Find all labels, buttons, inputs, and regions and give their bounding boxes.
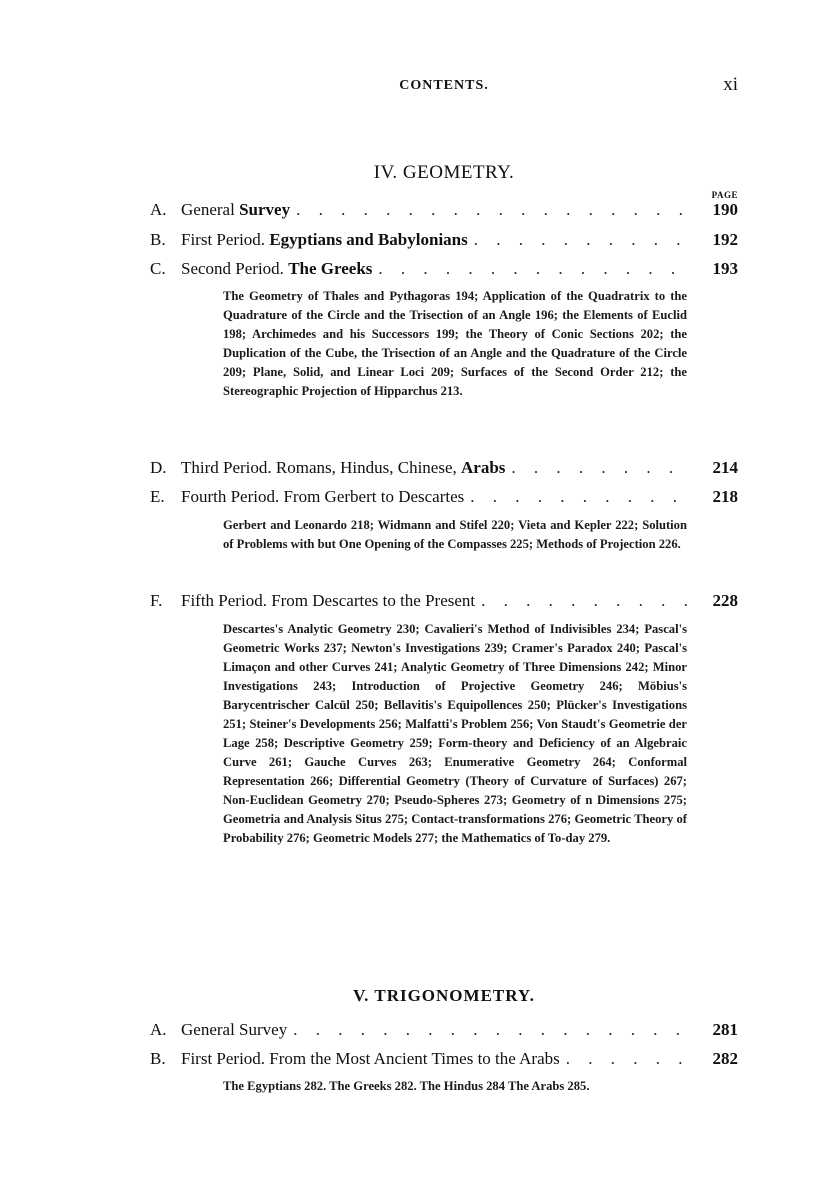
dot-leader (470, 487, 690, 507)
page-ref: 214 (712, 458, 738, 477)
dot-leader (511, 458, 690, 478)
toc-entry-geometry-f[interactable]: F. Fifth Period. From Descartes to the Present . . . 228 (150, 591, 738, 615)
page-number: xi (723, 74, 738, 95)
page-column-label: PAGE (711, 190, 738, 200)
page-ref: 193 (712, 259, 738, 278)
toc-entry-geometry-c[interactable]: C. Second Period. The Greeks . . . 193 (150, 259, 738, 283)
entry-description: The Geometry of Thales and Pythagoras 194; Application of the Quadratrix to the Quadrature of the Circle and the Trisection of an Angle 196; the Elements of Euclid 198; Archimedes and his Successors 199; the Theory of Conic Sections 202; the Duplication of the Cube, the Trisection of an Angle and the Quadrature of the Circle 209; Plane, Solid, and Linear Loci 209; Surfaces of the Second Order 212; the Stereographic Projection of Hipparchus 213. (223, 289, 687, 398)
dot-leader (474, 230, 690, 250)
dot-leader (293, 1020, 690, 1040)
dot-leader (481, 591, 690, 611)
page-ref: 218 (712, 487, 738, 506)
page-ref: 190 (712, 200, 738, 219)
running-title: CONTENTS. (399, 78, 489, 93)
page-ref: 228 (712, 591, 738, 610)
section-title-geometry: IV. GEOMETRY. (373, 162, 515, 183)
toc-entry-geometry-b[interactable]: B. First Period. Egyptians and Babylonians . . . 192 (150, 230, 738, 254)
page-ref: 282 (712, 1049, 738, 1068)
dot-leader (566, 1049, 690, 1069)
entry-description: Descartes's Analytic Geometry 230; Cavalieri's Method of Indivisibles 234; Pascal's Geometric Works 237; Newton's Investigations 239; Cramer's Paradox 240; Pascal's Limaçon and other Curves 241; Analytic Geometry of Three Dimensions 242; Minor Investigations 243; Introduction of Projective Geometry 246; Möbius's Barycentrischer Calcül 250; Bellavitis's Equipollences 250; Plücker's Investigations 251; Steiner's Developments 256; Malfatti's Problem 256; Von Staudt's Geometrie der Lage 258; Descriptive Geometry 259; Form-theory and Deficiency of an Algebraic Curve 261; Gauche Curves 263; Enumerative Geometry 264; Conformal Representation 266; Differential Geometry (Theory of Curvature of Surfaces) 267; Non-Euclidean Geometry 270; Pseudo-Spheres 273; Geometry of n Dimensions 275; Geometria and Analysis Situs 275; Contact-transformations 276; Geometric Theory of Probability 276; Geometric Models 277; the Mathematics of To-day 279. (223, 622, 687, 845)
page-ref: 281 (712, 1020, 738, 1039)
toc-entry-geometry-e[interactable]: E. Fourth Period. From Gerbert to Descartes . . . 218 (150, 487, 738, 511)
page-ref: 192 (712, 230, 738, 249)
dot-leader (296, 200, 690, 220)
toc-entry-trigonometry-a[interactable]: A. General Survey . . . 281 (150, 1020, 738, 1044)
toc-entry-trigonometry-b[interactable]: B. First Period. From the Most Ancient Times to the Arabs . . . 282 (150, 1049, 738, 1073)
toc-entry-geometry-d[interactable]: D. Third Period. Romans, Hindus, Chinese, Arabs . . . 214 (150, 458, 738, 482)
section-title-trigonometry: V. TRIGONOMETRY. (353, 986, 535, 1005)
dot-leader (378, 259, 690, 279)
toc-entry-geometry-a[interactable]: A. General Survey . . . 190 (150, 200, 738, 224)
page-header (150, 74, 738, 102)
entry-description: The Egyptians 282. The Greeks 282. The Hindus 284 The Arabs 285. (223, 1079, 590, 1093)
entry-description: Gerbert and Leonardo 218; Widmann and Stifel 220; Vieta and Kepler 222; Solution of Problems with but One Opening of the Compasses 225; Methods of Projection 226. (223, 518, 687, 551)
